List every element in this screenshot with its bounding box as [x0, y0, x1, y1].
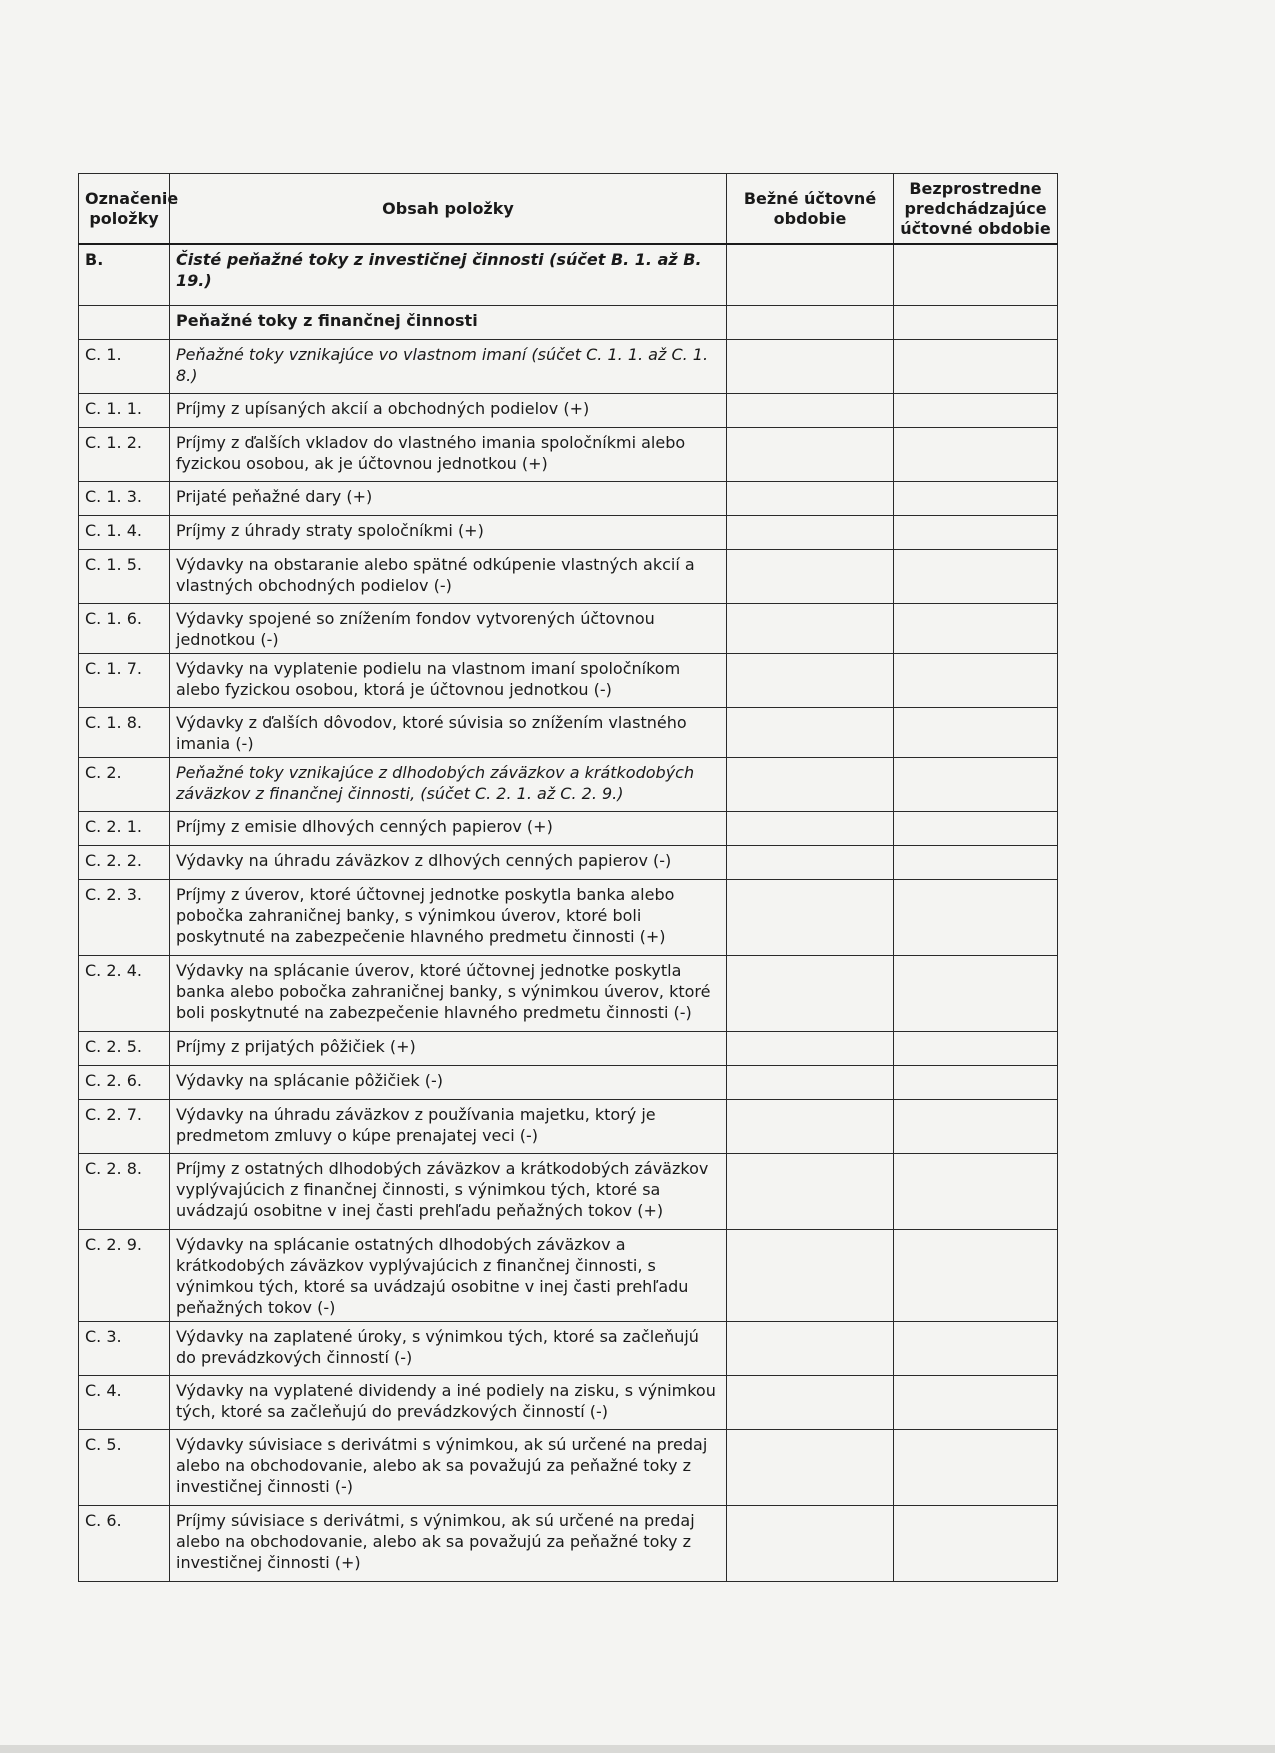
row-description: Peňažné toky z finančnej činnosti: [170, 306, 727, 340]
current-period-value: [727, 708, 894, 758]
row-description: Výdavky na vyplatenie podielu na vlastnom imaní spoločníkom alebo fyzickou osobou, ktorá je účtovnou jednotkou (-): [170, 654, 727, 708]
row-code: B.: [79, 244, 170, 306]
current-period-value: [727, 846, 894, 880]
row-description: Výdavky na zaplatené úroky, s výnimkou tých, ktoré sa začleňujú do prevádzkových činností (-): [170, 1322, 727, 1376]
current-period-value: [727, 306, 894, 340]
current-period-value: [727, 956, 894, 1032]
row-description: Výdavky súvisiace s derivátmi s výnimkou, ak sú určené na predaj alebo na obchodovanie, alebo ak sa považujú za peňažné toky z investičnej činnosti (-): [170, 1430, 727, 1506]
previous-period-value: [894, 306, 1058, 340]
current-period-value: [727, 482, 894, 516]
current-period-value: [727, 1230, 894, 1322]
row-description: Príjmy z emisie dlhových cenných papierov (+): [170, 812, 727, 846]
previous-period-value: [894, 428, 1058, 482]
row-description: Výdavky na úhradu záväzkov z používania majetku, ktorý je predmetom zmluvy o kúpe prenajatej veci (-): [170, 1100, 727, 1154]
table-row: [79, 708, 1058, 758]
row-description: Príjmy z úverov, ktoré účtovnej jednotke poskytla banka alebo pobočka zahraničnej banky, s výnimkou úverov, ktoré boli poskytnuté na zabezpečenie hlavného predmetu činnosti (+): [170, 880, 727, 956]
row-code: C. 2. 8.: [79, 1154, 170, 1230]
row-code: C. 2. 2.: [79, 846, 170, 880]
table-row: [79, 654, 1058, 708]
current-period-value: [727, 1032, 894, 1066]
row-code: C. 2. 6.: [79, 1066, 170, 1100]
previous-period-value: [894, 604, 1058, 654]
previous-period-value: [894, 812, 1058, 846]
row-description: Výdavky na splácanie ostatných dlhodobých záväzkov a krátkodobých záväzkov vyplývajúcich z finančnej činnosti, s výnimkou tých, ktoré sa uvádzajú osobitne v inej časti prehľadu peňažných tokov (-): [170, 1230, 727, 1322]
row-code: C. 4.: [79, 1376, 170, 1430]
row-code: C. 1. 7.: [79, 654, 170, 708]
previous-period-value: [894, 880, 1058, 956]
cash-flow-table: [78, 173, 1058, 1582]
previous-period-value: [894, 1506, 1058, 1582]
header-content: Obsah položky: [170, 174, 727, 244]
table-row: [79, 550, 1058, 604]
table-row: [79, 758, 1058, 812]
current-period-value: [727, 758, 894, 812]
previous-period-value: [894, 1322, 1058, 1376]
table-row: [79, 1322, 1058, 1376]
previous-period-value: [894, 758, 1058, 812]
previous-period-value: [894, 1032, 1058, 1066]
table-row: [79, 1506, 1058, 1582]
row-description: Čisté peňažné toky z investičnej činnosti (súčet B. 1. až B. 19.): [170, 244, 727, 306]
previous-period-value: [894, 244, 1058, 306]
row-code: C. 2. 5.: [79, 1032, 170, 1066]
row-description: Výdavky na splácanie pôžičiek (-): [170, 1066, 727, 1100]
previous-period-value: [894, 846, 1058, 880]
current-period-value: [727, 1506, 894, 1582]
previous-period-value: [894, 1066, 1058, 1100]
row-description: Príjmy z ostatných dlhodobých záväzkov a krátkodobých záväzkov vyplývajúcich z finančnej činnosti, s výnimkou tých, ktoré sa uvádzajú osobitne v inej časti prehľadu peňažných tokov (+): [170, 1154, 727, 1230]
scan-edge: [0, 1745, 1275, 1753]
previous-period-value: [894, 1230, 1058, 1322]
row-description: Príjmy z ďalších vkladov do vlastného imania spoločníkmi alebo fyzickou osobou, ak je účtovnou jednotkou (+): [170, 428, 727, 482]
row-code: C. 2. 9.: [79, 1230, 170, 1322]
row-code: C. 1. 8.: [79, 708, 170, 758]
row-code: C. 2. 7.: [79, 1100, 170, 1154]
previous-period-value: [894, 1100, 1058, 1154]
row-code: C. 2. 4.: [79, 956, 170, 1032]
table-row: [79, 1376, 1058, 1430]
row-description: Výdavky na vyplatené dividendy a iné podiely na zisku, s výnimkou tých, ktoré sa začleňujú do prevádzkových činností (-): [170, 1376, 727, 1430]
row-code: C. 1.: [79, 340, 170, 394]
row-code: C. 1. 4.: [79, 516, 170, 550]
row-code: C. 6.: [79, 1506, 170, 1582]
row-code: C. 5.: [79, 1430, 170, 1506]
row-description: Výdavky z ďalších dôvodov, ktoré súvisia so znížením vlastného imania (-): [170, 708, 727, 758]
previous-period-value: [894, 550, 1058, 604]
table-row: [79, 394, 1058, 428]
current-period-value: [727, 604, 894, 654]
current-period-value: [727, 244, 894, 306]
row-description: Príjmy z prijatých pôžičiek (+): [170, 1032, 727, 1066]
current-period-value: [727, 812, 894, 846]
current-period-value: [727, 340, 894, 394]
row-description: Príjmy súvisiace s derivátmi, s výnimkou, ak sú určené na predaj alebo na obchodovanie, alebo ak sa považujú za peňažné toky z investičnej činnosti (+): [170, 1506, 727, 1582]
row-description: Výdavky na úhradu záväzkov z dlhových cenných papierov (-): [170, 846, 727, 880]
table-row: [79, 846, 1058, 880]
current-period-value: [727, 1154, 894, 1230]
row-code: C. 1. 3.: [79, 482, 170, 516]
table-row: [79, 516, 1058, 550]
previous-period-value: [894, 340, 1058, 394]
table-row: [79, 1066, 1058, 1100]
row-description: Výdavky na splácanie úverov, ktoré účtovnej jednotke poskytla banka alebo pobočka zahraničnej banky, s výnimkou úverov, ktoré boli poskytnuté na zabezpečenie hlavného predmetu činnosti (-): [170, 956, 727, 1032]
table-row: [79, 1100, 1058, 1154]
row-description: Výdavky spojené so znížením fondov vytvorených účtovnou jednotkou (-): [170, 604, 727, 654]
current-period-value: [727, 1430, 894, 1506]
row-code: [79, 306, 170, 340]
previous-period-value: [894, 516, 1058, 550]
table-row: [79, 1430, 1058, 1506]
row-description: Príjmy z upísaných akcií a obchodných podielov (+): [170, 394, 727, 428]
previous-period-value: [894, 1154, 1058, 1230]
current-period-value: [727, 516, 894, 550]
row-code: C. 1. 5.: [79, 550, 170, 604]
row-description: Prijaté peňažné dary (+): [170, 482, 727, 516]
table-row: [79, 1154, 1058, 1230]
table-row: [79, 482, 1058, 516]
row-code: C. 2.: [79, 758, 170, 812]
row-code: C. 1. 2.: [79, 428, 170, 482]
table-row: [79, 244, 1058, 306]
header-code: Označenie položky: [79, 174, 170, 244]
table-row: [79, 306, 1058, 340]
row-code: C. 1. 1.: [79, 394, 170, 428]
previous-period-value: [894, 956, 1058, 1032]
table-row: [79, 1032, 1058, 1066]
table-header-row: [79, 174, 1058, 244]
row-description: Peňažné toky vznikajúce vo vlastnom imaní (súčet C. 1. 1. až C. 1. 8.): [170, 340, 727, 394]
current-period-value: [727, 654, 894, 708]
current-period-value: [727, 880, 894, 956]
table-row: [79, 1230, 1058, 1322]
previous-period-value: [894, 482, 1058, 516]
previous-period-value: [894, 394, 1058, 428]
table-row: [79, 812, 1058, 846]
previous-period-value: [894, 1430, 1058, 1506]
current-period-value: [727, 1322, 894, 1376]
current-period-value: [727, 428, 894, 482]
row-description: Peňažné toky vznikajúce z dlhodobých záväzkov a krátkodobých záväzkov z finančnej činnosti, (súčet C. 2. 1. až C. 2. 9.): [170, 758, 727, 812]
table-row: [79, 956, 1058, 1032]
current-period-value: [727, 1100, 894, 1154]
current-period-value: [727, 550, 894, 604]
row-code: C. 2. 3.: [79, 880, 170, 956]
header-current-period: Bežné účtovné obdobie: [727, 174, 894, 244]
previous-period-value: [894, 1376, 1058, 1430]
header-previous-period: Bezprostredne predchádzajúce účtovné obdobie: [894, 174, 1058, 244]
current-period-value: [727, 1066, 894, 1100]
row-code: C. 3.: [79, 1322, 170, 1376]
row-description: Príjmy z úhrady straty spoločníkmi (+): [170, 516, 727, 550]
table-row: [79, 604, 1058, 654]
row-code: C. 1. 6.: [79, 604, 170, 654]
table-row: [79, 428, 1058, 482]
current-period-value: [727, 1376, 894, 1430]
table-row: [79, 340, 1058, 394]
row-description: Výdavky na obstaranie alebo spätné odkúpenie vlastných akcií a vlastných obchodných podielov (-): [170, 550, 727, 604]
row-code: C. 2. 1.: [79, 812, 170, 846]
table-row: [79, 880, 1058, 956]
previous-period-value: [894, 708, 1058, 758]
previous-period-value: [894, 654, 1058, 708]
current-period-value: [727, 394, 894, 428]
